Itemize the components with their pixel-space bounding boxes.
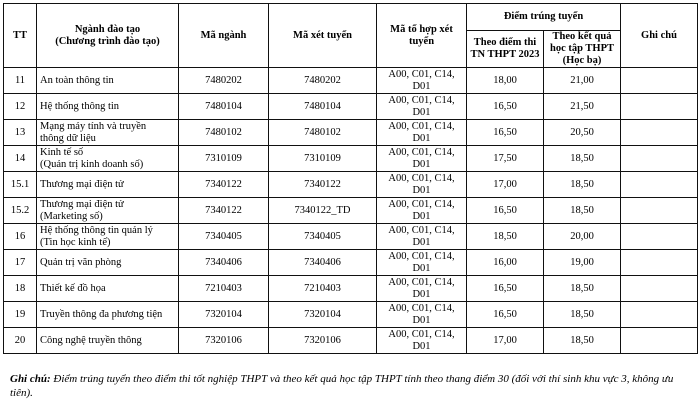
row-note	[621, 172, 698, 198]
row-combo-code: A00, C01, C14, D01	[377, 302, 467, 328]
row-major-code: 7320106	[179, 328, 269, 354]
row-combo-code: A00, C01, C14, D01	[377, 172, 467, 198]
row-program-name	[37, 224, 179, 250]
row-score-thpt: 17,00	[467, 172, 544, 198]
footnote	[10, 372, 696, 400]
header-program-line2: (Chương trình đào tạo)	[55, 35, 160, 47]
header-score-thpt: Theo điểm thi TN THPT 2023	[467, 31, 544, 68]
row-major-code: 7340405	[179, 224, 269, 250]
row-major-code: 7210403	[179, 276, 269, 302]
row-tt: 19	[4, 302, 37, 328]
program-name-line: Truyền thông đa phương tiện	[40, 308, 163, 320]
row-note	[621, 198, 698, 224]
row-score-hocba: 18,50	[544, 198, 621, 224]
table-header	[4, 4, 698, 68]
row-score-hocba: 18,50	[544, 146, 621, 172]
row-admission-code: 7340122_TD	[269, 198, 377, 224]
table-row	[4, 146, 698, 172]
program-name-line: Hệ thống thông tin quản lý	[40, 224, 153, 236]
row-score-hocba: 20,50	[544, 120, 621, 146]
row-score-hocba: 18,50	[544, 276, 621, 302]
table-row	[4, 172, 698, 198]
row-program-name	[37, 276, 179, 302]
program-name-line: Quản trị văn phòng	[40, 256, 122, 268]
header-program-line1: Ngành đào tạo	[74, 23, 141, 35]
row-score-thpt: 16,50	[467, 94, 544, 120]
table-row	[4, 302, 698, 328]
row-note	[621, 250, 698, 276]
header-tt: TT	[4, 4, 37, 68]
header-score-group: Điểm trúng tuyển	[467, 4, 621, 31]
row-score-thpt: 17,00	[467, 328, 544, 354]
row-admission-code: 7480104	[269, 94, 377, 120]
footnote-label: Ghi chú:	[10, 373, 51, 385]
row-score-hocba: 18,50	[544, 328, 621, 354]
row-admission-code: 7340405	[269, 224, 377, 250]
row-note	[621, 328, 698, 354]
row-combo-code: A00, C01, C14, D01	[377, 94, 467, 120]
table-row	[4, 94, 698, 120]
row-program-name	[37, 146, 179, 172]
row-program-name	[37, 328, 179, 354]
program-name-line: thông dữ liệu	[40, 132, 96, 144]
row-admission-code: 7210403	[269, 276, 377, 302]
row-major-code: 7320104	[179, 302, 269, 328]
table-row	[4, 276, 698, 302]
program-name-line: (Quản trị kinh doanh số)	[40, 158, 144, 170]
row-score-thpt: 18,00	[467, 68, 544, 94]
header-combo-code: Mã tổ hợp xét tuyển	[377, 4, 467, 68]
row-note	[621, 120, 698, 146]
program-name-line: Công nghệ truyền thông	[40, 334, 142, 346]
row-combo-code: A00, C01, C14, D01	[377, 224, 467, 250]
row-major-code: 7480202	[179, 68, 269, 94]
row-program-name	[37, 302, 179, 328]
program-name-line: (Tin học kinh tế)	[40, 236, 111, 248]
row-tt: 14	[4, 146, 37, 172]
footnote-text: Điểm trúng tuyển theo điểm thi tốt nghiệp THPT và theo kết quả học tập THPT tính theo thang điểm 30 (đối với thí sinh khu vực 3, không ưu tiên).	[10, 373, 674, 399]
admission-score-table	[3, 3, 698, 354]
table-row	[4, 224, 698, 250]
header-major-code: Mã ngành	[179, 4, 269, 68]
row-major-code: 7480102	[179, 120, 269, 146]
row-admission-code: 7310109	[269, 146, 377, 172]
row-admission-code: 7340122	[269, 172, 377, 198]
row-admission-code: 7340406	[269, 250, 377, 276]
row-score-thpt: 16,50	[467, 120, 544, 146]
header-score-hocba: Theo kết quả học tập THPT (Học bạ)	[544, 31, 621, 68]
row-score-thpt: 16,50	[467, 276, 544, 302]
program-name-line: Hệ thống thông tin	[40, 100, 120, 112]
row-tt: 18	[4, 276, 37, 302]
row-major-code: 7340122	[179, 198, 269, 224]
row-tt: 20	[4, 328, 37, 354]
program-name-line: Thương mại điện tử	[40, 178, 124, 190]
table-row	[4, 198, 698, 224]
header-program	[37, 4, 179, 68]
table-row	[4, 328, 698, 354]
row-note	[621, 146, 698, 172]
header-admission-code: Mã xét tuyển	[269, 4, 377, 68]
row-tt: 15.2	[4, 198, 37, 224]
row-admission-code: 7320104	[269, 302, 377, 328]
row-program-name	[37, 120, 179, 146]
row-combo-code: A00, C01, C14, D01	[377, 68, 467, 94]
row-major-code: 7480104	[179, 94, 269, 120]
row-tt: 16	[4, 224, 37, 250]
row-major-code: 7310109	[179, 146, 269, 172]
table-row	[4, 120, 698, 146]
row-major-code: 7340122	[179, 172, 269, 198]
table-body	[4, 68, 698, 354]
row-note	[621, 68, 698, 94]
row-score-thpt: 17,50	[467, 146, 544, 172]
row-combo-code: A00, C01, C14, D01	[377, 120, 467, 146]
row-admission-code: 7480102	[269, 120, 377, 146]
row-note	[621, 302, 698, 328]
row-score-thpt: 18,50	[467, 224, 544, 250]
row-score-thpt: 16,50	[467, 198, 544, 224]
row-program-name	[37, 68, 179, 94]
row-tt: 17	[4, 250, 37, 276]
row-combo-code: A00, C01, C14, D01	[377, 198, 467, 224]
row-score-hocba: 20,00	[544, 224, 621, 250]
row-tt: 12	[4, 94, 37, 120]
program-name-line: (Marketing số)	[40, 210, 103, 222]
row-score-hocba: 21,50	[544, 94, 621, 120]
row-program-name	[37, 250, 179, 276]
row-note	[621, 94, 698, 120]
row-score-thpt: 16,50	[467, 302, 544, 328]
program-name-line: Thiết kế đồ họa	[40, 282, 106, 294]
row-score-thpt: 16,00	[467, 250, 544, 276]
program-name-line: Kinh tế số	[40, 146, 84, 158]
row-combo-code: A00, C01, C14, D01	[377, 250, 467, 276]
row-note	[621, 276, 698, 302]
header-notes: Ghi chú	[621, 4, 698, 68]
row-admission-code: 7320106	[269, 328, 377, 354]
row-program-name	[37, 198, 179, 224]
row-major-code: 7340406	[179, 250, 269, 276]
table-row	[4, 68, 698, 94]
row-score-hocba: 18,50	[544, 172, 621, 198]
row-tt: 11	[4, 68, 37, 94]
program-name-line: An toàn thông tin	[40, 74, 114, 86]
row-score-hocba: 19,00	[544, 250, 621, 276]
row-score-hocba: 21,00	[544, 68, 621, 94]
row-tt: 15.1	[4, 172, 37, 198]
row-combo-code: A00, C01, C14, D01	[377, 328, 467, 354]
row-tt: 13	[4, 120, 37, 146]
table-row	[4, 250, 698, 276]
row-program-name	[37, 172, 179, 198]
program-name-line: Thương mại điện tử	[40, 198, 124, 210]
row-program-name	[37, 94, 179, 120]
row-note	[621, 224, 698, 250]
row-score-hocba: 18,50	[544, 302, 621, 328]
row-combo-code: A00, C01, C14, D01	[377, 146, 467, 172]
program-name-line: Mạng máy tính và truyền	[40, 120, 147, 132]
row-combo-code: A00, C01, C14, D01	[377, 276, 467, 302]
row-admission-code: 7480202	[269, 68, 377, 94]
